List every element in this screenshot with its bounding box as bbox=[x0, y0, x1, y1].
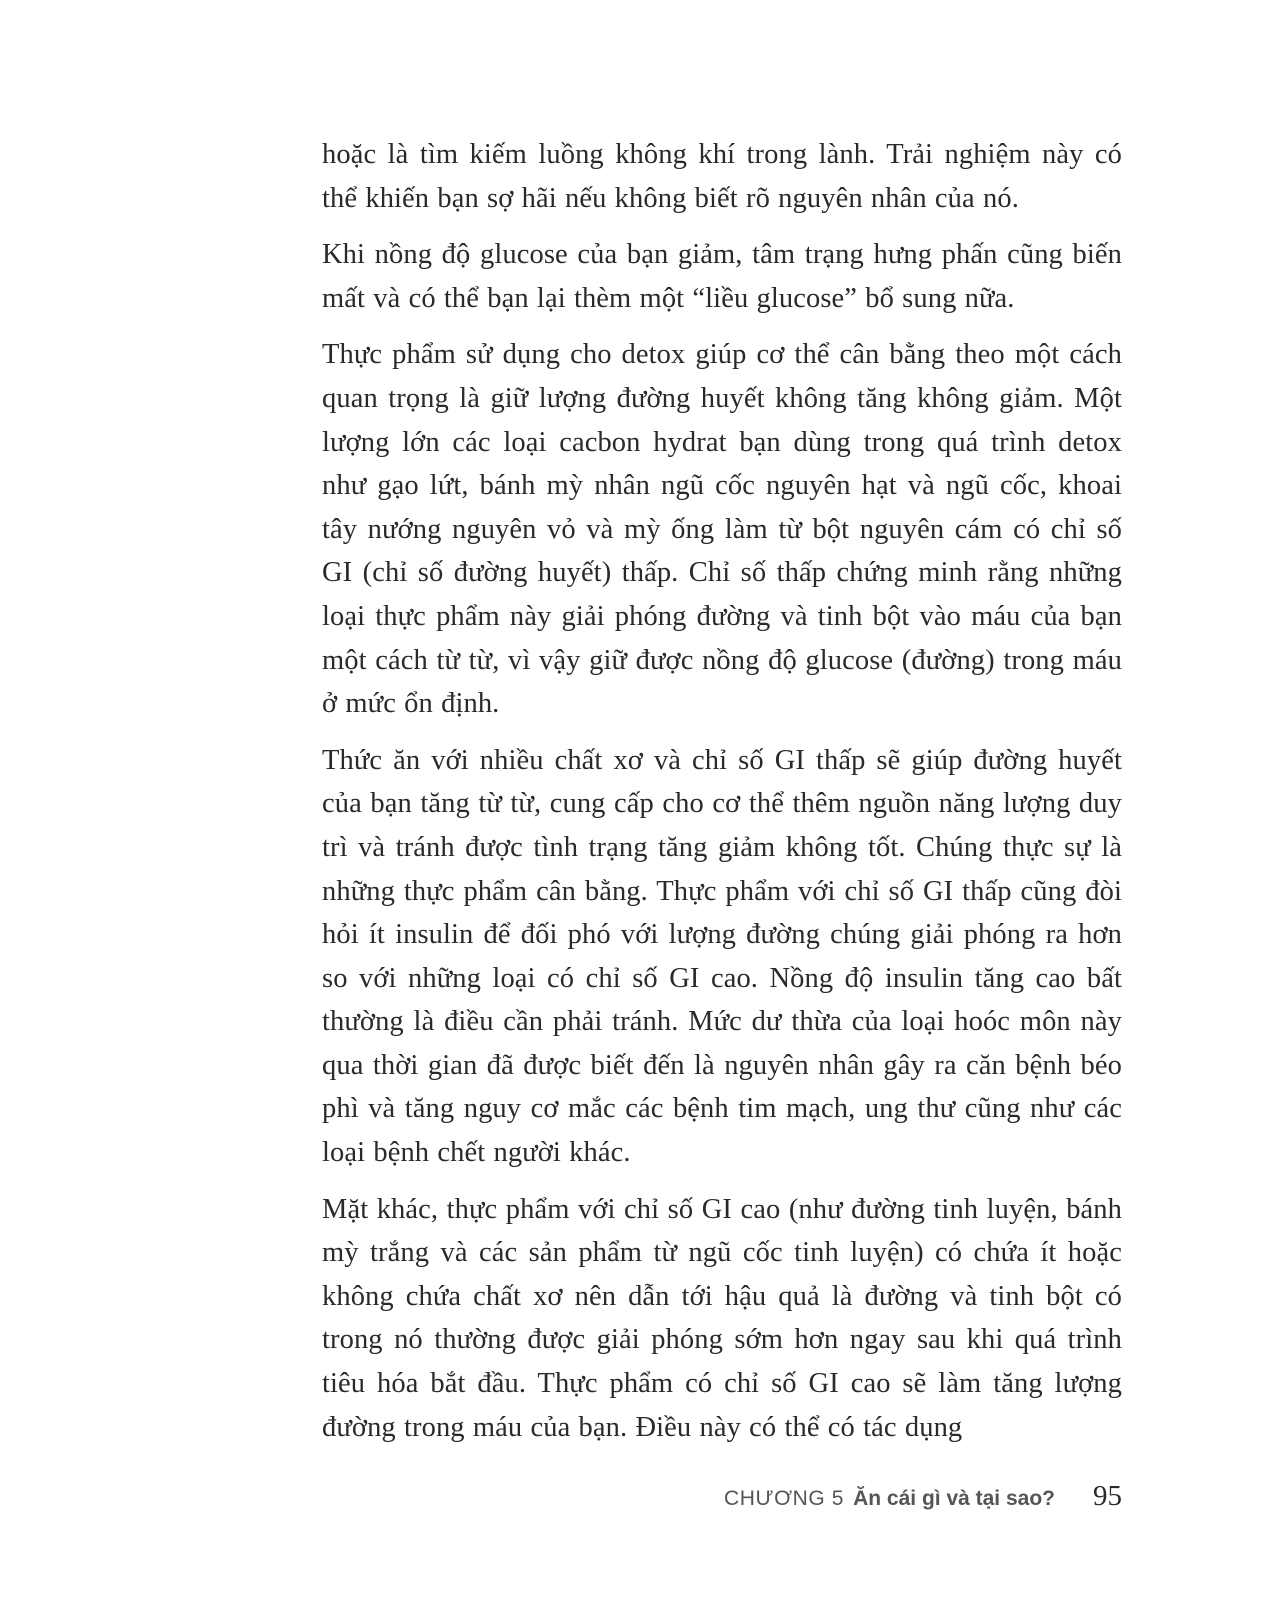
paragraph-4: Thức ăn với nhiều chất xơ và chỉ số GI thấp sẽ giúp đường huyết của bạn tăng từ từ, cung cấp cho cơ thể thêm nguồn năng lượng duy trì và tránh được tình trạng tăng giảm không tốt. Chúng thực sự là những thực phẩm cân bằng. Thực phẩm với chỉ số GI thấp cũng đòi hỏi ít insulin để đối phó với lượng đường chúng giải phóng ra hơn so với những loại có chỉ số GI cao. Nồng độ insulin tăng cao bất thường là điều cần phải tránh. Mức dư thừa của loại hoóc môn này qua thời gian đã được biết đến là nguyên nhân gây ra căn bệnh béo phì và tăng nguy cơ mắc các bệnh tim mạch, ung thư cũng như các loại bệnh chết người khác. bbox=[322, 744, 1122, 1169]
paragraph-3: Thực phẩm sử dụng cho detox giúp cơ thể cân bằng theo một cách quan trọng là giữ lượng đường huyết không tăng không giảm. Một lượng lớn các loại cacbon hydrat bạn dùng trong quá trình detox như gạo lứt, bánh mỳ nhân ngũ cốc nguyên hạt và ngũ cốc, khoai tây nướng nguyên vỏ và mỳ ống làm từ bột nguyên cám có chỉ số GI (chỉ số đường huyết) thấp. Chỉ số thấp chứng minh rằng những loại thực phẩm này giải phóng đường và tinh bột vào máu của bạn một cách từ từ, vì vậy giữ được nồng độ glucose (đường) trong máu ở mức ổn định. bbox=[322, 339, 1122, 720]
paragraph-1: hoặc là tìm kiếm luồng không khí trong lành. Trải nghiệm này có thể khiến bạn sợ hãi nếu không biết rõ nguyên nhân của nó. bbox=[322, 139, 1122, 214]
paragraph-2: Khi nồng độ glucose của bạn giảm, tâm trạng hưng phấn cũng biến mất và có thể bạn lại thèm một “liều glucose” bổ sung nữa. bbox=[322, 239, 1122, 314]
body-text bbox=[322, 133, 1122, 1462]
chapter-label: CHƯƠNG 5 bbox=[724, 1487, 845, 1510]
page-number: 95 bbox=[1093, 1480, 1122, 1512]
page-footer bbox=[700, 1480, 1122, 1520]
paragraph-5: Mặt khác, thực phẩm với chỉ số GI cao (như đường tinh luyện, bánh mỳ trắng và các sản phẩm từ ngũ cốc tinh luyện) có chứa ít hoặc không chứa chất xơ nên dẫn tới hậu quả là đường và tinh bột có trong nó thường được giải phóng sớm hơn ngay sau khi quá trình tiêu hóa bắt đầu. Thực phẩm có chỉ số GI cao sẽ làm tăng lượng đường trong máu của bạn. Điều này có thể có tác dụng bbox=[322, 1193, 1122, 1443]
chapter-title: Ăn cái gì và tại sao? bbox=[853, 1487, 1055, 1510]
